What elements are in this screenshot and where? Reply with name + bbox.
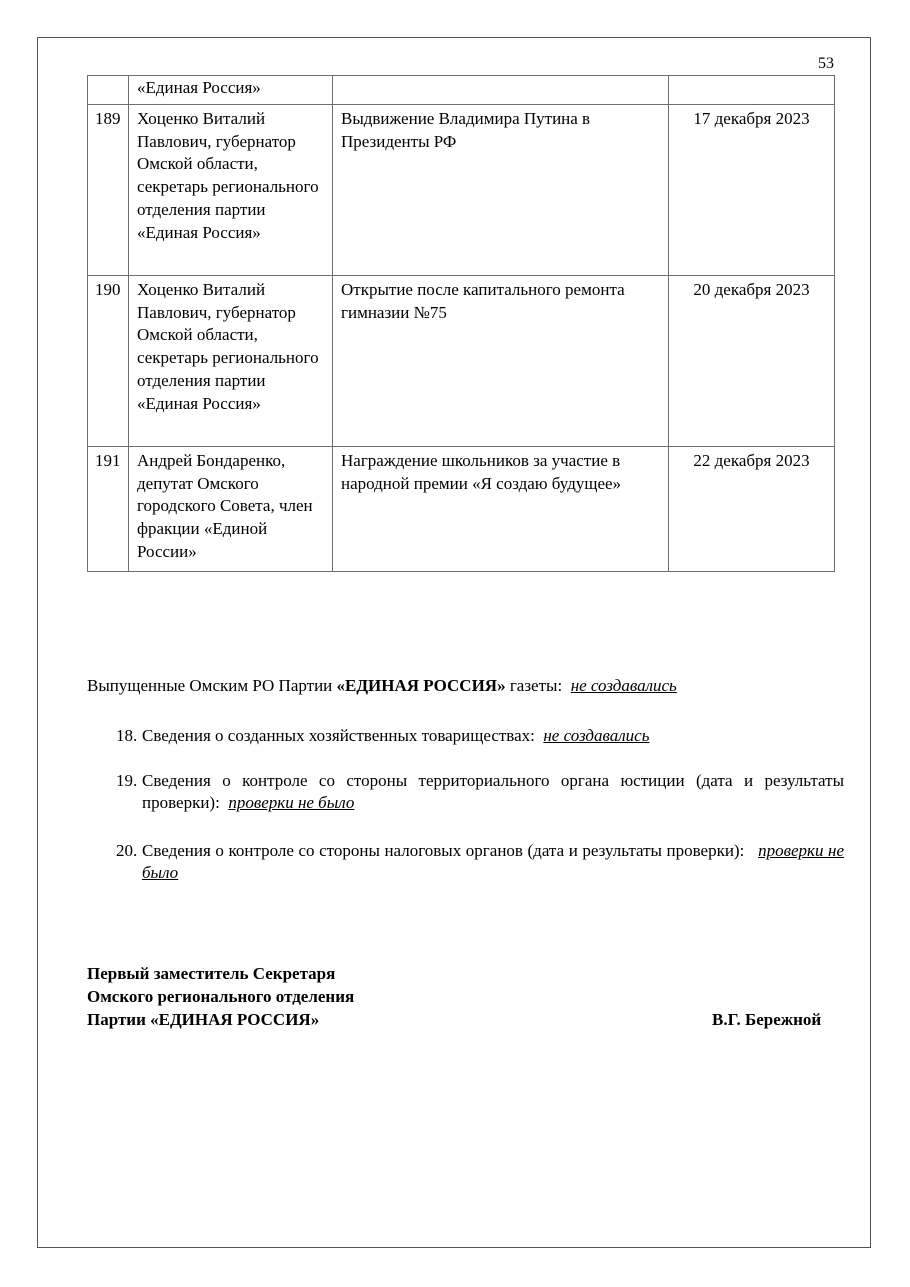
signature-line-2: Омского регионального отделения <box>87 987 355 1006</box>
cell-person: Хоценко Виталий Павлович, губернатор Омской области, секретарь регионального отделения партии «Единая Россия» <box>129 276 333 447</box>
cell-num: 191 <box>88 447 129 572</box>
item-number: 20. <box>116 841 138 860</box>
item-text: Сведения о контроле со стороны налоговых органов (дата и результаты проверки): <box>142 841 749 860</box>
item-18 <box>116 725 844 747</box>
item-answer: не создавались <box>543 726 650 745</box>
cell-num: 189 <box>88 105 129 276</box>
cell-person: Хоценко Виталий Павлович, губернатор Омской области, секретарь регионального отделения партии «Единая Россия» <box>129 105 333 276</box>
signature-line-3: Партии «ЕДИНАЯ РОССИЯ» <box>87 1010 320 1029</box>
signature-block <box>87 962 354 1031</box>
cell-event: Выдвижение Владимира Путина в Президенты РФ <box>333 105 669 276</box>
item-answer: проверки не было <box>228 793 355 812</box>
newspapers-suffix: газеты: <box>505 676 567 695</box>
cell-num: 190 <box>88 276 129 447</box>
table-row <box>88 76 835 105</box>
item-text: Сведения о созданных хозяйственных товариществах: <box>142 726 540 745</box>
newspapers-prefix: Выпущенные Омским РО Партии <box>87 676 337 695</box>
cell-event: Открытие после капитального ремонта гимназии №75 <box>333 276 669 447</box>
signature-line-1: Первый заместитель Секретаря <box>87 964 336 983</box>
item-number: 19. <box>116 771 138 790</box>
cell-person: Андрей Бондаренко, депутат Омского городского Совета, член фракции «Единой России» <box>129 447 333 572</box>
item-answer: проверки не было <box>142 841 844 882</box>
item-19 <box>116 770 844 814</box>
table-row <box>88 276 835 447</box>
item-text: Сведения о контроле со стороны территориального органа юстиции (дата и результаты проверки): <box>142 771 844 812</box>
item-20 <box>116 840 844 884</box>
newspapers-party: «ЕДИНАЯ РОССИЯ» <box>336 676 506 695</box>
cell-event <box>333 76 669 105</box>
events-table <box>87 75 835 572</box>
cell-date: 22 декабря 2023 <box>669 447 835 572</box>
cell-event: Награждение школьников за участие в народной премии «Я создаю будущее» <box>333 447 669 572</box>
item-number: 18. <box>116 726 138 745</box>
cell-num <box>88 76 129 105</box>
table-row <box>88 105 835 276</box>
signatory-name: В.Г. Бережной <box>712 1010 822 1029</box>
page-number: 53 <box>818 55 834 72</box>
cell-person: «Единая Россия» <box>129 76 333 105</box>
newspapers-line <box>87 675 677 697</box>
cell-date: 20 декабря 2023 <box>669 276 835 447</box>
table-row <box>88 447 835 572</box>
cell-date <box>669 76 835 105</box>
cell-date: 17 декабря 2023 <box>669 105 835 276</box>
newspapers-answer: не создавались <box>570 676 677 695</box>
